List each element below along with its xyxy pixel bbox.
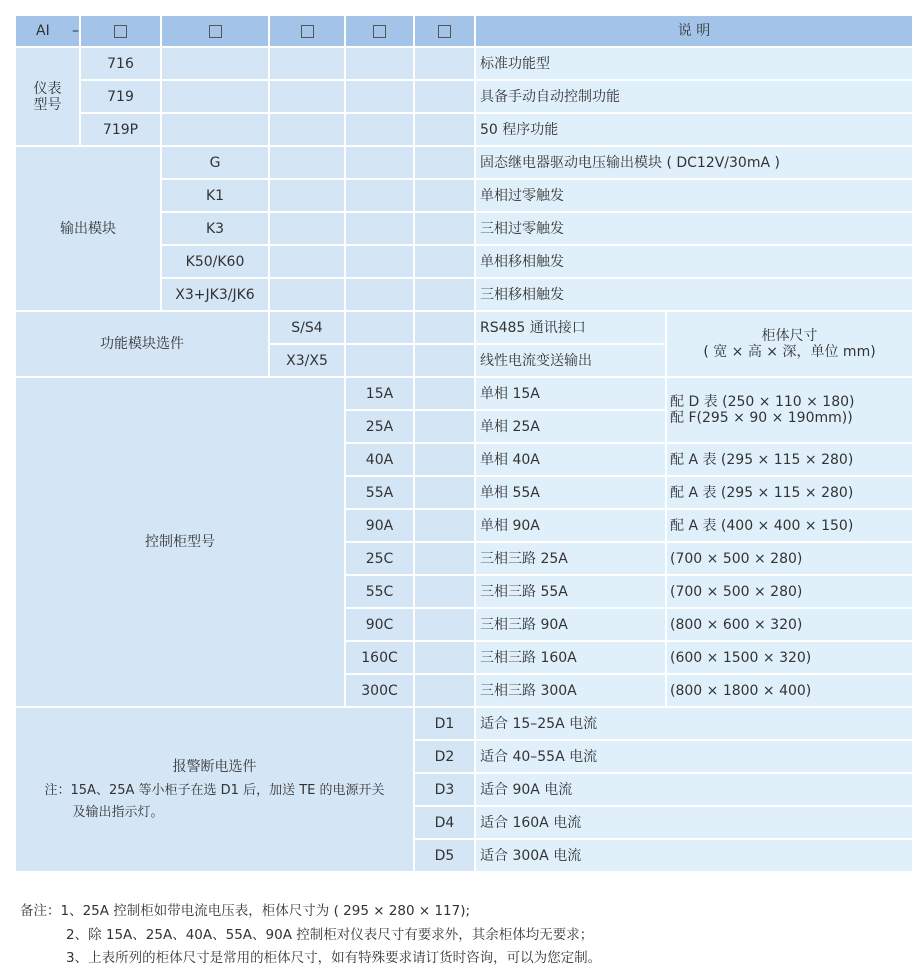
output-module-label: 输出模块 [16,147,160,310]
code-cell: G [162,147,268,178]
empty-cell [270,180,344,211]
empty-cell [346,180,413,211]
empty-cell [346,147,413,178]
table-row [16,48,912,79]
model-dash: – [71,23,79,39]
cabinet-size-cell: (600 × 1500 × 320) [667,642,912,673]
code-cell: 90C [346,609,413,640]
header-slot-4 [346,16,413,46]
placeholder-box-icon [438,25,451,38]
table-header-row [16,16,912,46]
header-slot-5 [415,16,474,46]
empty-cell [415,477,474,508]
description-cell: RS485 通讯接口 [476,312,665,343]
alarm-option-title: 报警断电选件 [172,758,257,775]
description-cell: 标准功能型 [476,48,912,79]
model-prefix: AI [36,23,50,39]
cabinet-size-cell: 配 A 表 (295 × 115 × 280) [667,477,912,508]
empty-cell [415,81,474,112]
description-cell: 三相三路 55A [476,576,665,607]
empty-cell [162,81,268,112]
description-cell: 三相三路 300A [476,675,665,706]
empty-cell [162,114,268,145]
function-module-label: 功能模块选件 [16,312,268,376]
empty-cell [415,147,474,178]
description-cell: 三相三路 160A [476,642,665,673]
code-cell: D4 [415,807,474,838]
empty-cell [415,543,474,574]
description-cell: 单相移相触发 [476,246,912,277]
description-cell: 三相三路 25A [476,543,665,574]
empty-cell [346,345,413,376]
size-header-title: 柜体尺寸 [761,328,818,344]
empty-cell [346,114,413,145]
remark-line: 备注：1、25A 控制柜如带电流电压表，柜体尺寸为 ( 295 × 280 × 117); [20,903,471,919]
cabinet-size-cell: (700 × 500 × 280) [667,543,912,574]
code-cell: 716 [81,48,160,79]
description-cell: 适合 300A 电流 [476,840,912,871]
empty-cell [270,279,344,310]
description-cell: 三相三路 90A [476,609,665,640]
code-cell: D1 [415,708,474,739]
header-slot-2 [162,16,268,46]
empty-cell [346,48,413,79]
header-slot-1 [81,16,160,46]
description-cell: 50 程序功能 [476,114,912,145]
size-line: 配 F(295 × 90 × 190mm)) [670,410,853,426]
cabinet-size-cell: 配 A 表 (400 × 400 × 150) [667,510,912,541]
cabinet-size-cell: (700 × 500 × 280) [667,576,912,607]
description-cell: 单相 55A [476,477,665,508]
description-cell: 单相 15A [476,378,665,409]
empty-cell [346,279,413,310]
empty-cell [415,312,474,343]
empty-cell [415,114,474,145]
description-cell: 适合 40–55A 电流 [476,741,912,772]
code-cell: D5 [415,840,474,871]
cabinet-size-cell [667,378,912,442]
cabinet-size-cell: 配 A 表 (295 × 115 × 280) [667,444,912,475]
empty-cell [415,246,474,277]
alarm-option-label [16,708,413,871]
header-prefix-cell [16,16,79,46]
code-cell: 55C [346,576,413,607]
code-cell: K3 [162,213,268,244]
cabinet-model-label: 控制柜型号 [16,378,344,706]
description-cell: 单相 25A [476,411,665,442]
description-cell: 三相过零触发 [476,213,912,244]
empty-cell [415,510,474,541]
empty-cell [270,246,344,277]
empty-cell [415,345,474,376]
empty-cell [415,609,474,640]
code-cell: 15A [346,378,413,409]
size-line: 配 D 表 (250 × 110 × 180) [670,394,855,410]
instrument-model-label [16,48,79,145]
description-cell: 适合 160A 电流 [476,807,912,838]
empty-cell [346,81,413,112]
empty-cell [346,213,413,244]
code-cell: 55A [346,477,413,508]
remarks [20,900,601,971]
model-selection-table [14,14,914,873]
code-cell: K1 [162,180,268,211]
code-cell: D2 [415,741,474,772]
empty-cell [415,378,474,409]
code-cell: 160C [346,642,413,673]
table-row [16,81,912,112]
description-cell: 单相 40A [476,444,665,475]
code-cell: 90A [346,510,413,541]
description-cell: 单相过零触发 [476,180,912,211]
empty-cell [415,48,474,79]
placeholder-box-icon [301,25,314,38]
code-cell: 719 [81,81,160,112]
empty-cell [162,48,268,79]
table-row [16,378,912,409]
table-row [16,312,912,343]
empty-cell [270,81,344,112]
table-row [16,147,912,178]
alarm-option-note: 注：15A、25A 等小柜子在选 D1 后，加送 TE 的电源开关 [44,782,385,798]
empty-cell [415,675,474,706]
code-cell: 719P [81,114,160,145]
empty-cell [415,411,474,442]
code-cell: 25A [346,411,413,442]
code-cell: 25C [346,543,413,574]
placeholder-box-icon [373,25,386,38]
description-cell: 适合 15–25A 电流 [476,708,912,739]
empty-cell [415,576,474,607]
code-cell: S/S4 [270,312,344,343]
description-cell: 线性电流变送输出 [476,345,665,376]
empty-cell [415,444,474,475]
empty-cell [346,312,413,343]
empty-cell [415,180,474,211]
code-cell: 300C [346,675,413,706]
description-cell: 具备手动自动控制功能 [476,81,912,112]
label-line: 型号 [33,96,62,113]
label-line: 仪表 [33,80,62,97]
remark-line: 3、上表所列的柜体尺寸是常用的柜体尺寸，如有特殊要求请订货时咨询，可以为您定制。 [66,950,602,966]
code-cell: D3 [415,774,474,805]
description-cell: 单相 90A [476,510,665,541]
table-row [16,708,912,739]
code-cell: X3/X5 [270,345,344,376]
empty-cell [346,246,413,277]
table-row [16,114,912,145]
alarm-option-note: 及输出指示灯。 [72,804,164,820]
code-cell: 40A [346,444,413,475]
placeholder-box-icon [209,25,222,38]
header-description: 说 明 [476,16,912,46]
empty-cell [270,213,344,244]
placeholder-box-icon [114,25,127,38]
empty-cell [415,642,474,673]
cabinet-size-header [667,312,912,376]
empty-cell [415,213,474,244]
cabinet-size-cell: (800 × 600 × 320) [667,609,912,640]
description-cell: 三相移相触发 [476,279,912,310]
code-cell: X3+JK3/JK6 [162,279,268,310]
empty-cell [270,48,344,79]
empty-cell [270,147,344,178]
code-cell: K50/K60 [162,246,268,277]
description-cell: 适合 90A 电流 [476,774,912,805]
size-header-unit: ( 宽 × 高 × 深，单位 mm) [703,344,876,360]
description-cell: 固态继电器驱动电压输出模块 ( DC12V/30mA ) [476,147,912,178]
remark-line: 2、除 15A、25A、40A、55A、90A 控制柜对仪表尺寸有要求外，其余柜体均无要求； [66,926,594,943]
empty-cell [270,114,344,145]
cabinet-size-cell: (800 × 1800 × 400) [667,675,912,706]
header-slot-3 [270,16,344,46]
empty-cell [415,279,474,310]
